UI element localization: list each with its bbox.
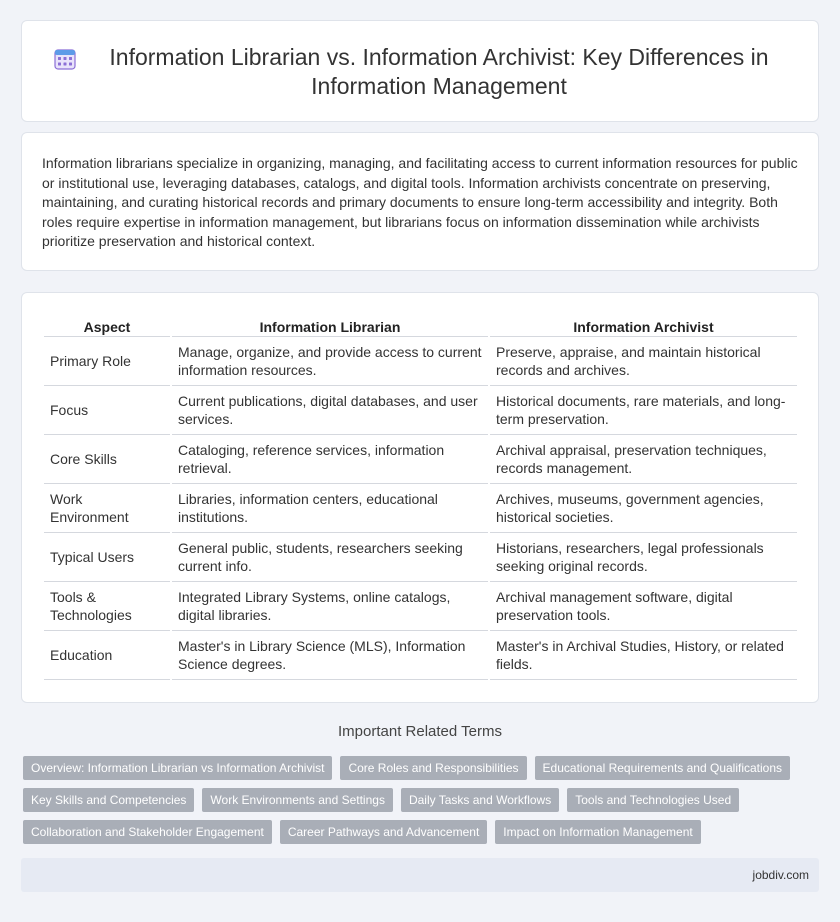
- related-tag[interactable]: Career Pathways and Advancement: [280, 820, 487, 844]
- related-tag[interactable]: Collaboration and Stakeholder Engagement: [23, 820, 272, 844]
- comparison-card: [21, 292, 819, 703]
- intro-card: [21, 132, 819, 271]
- row-aspect: Typical Users: [44, 533, 170, 582]
- related-tags: [23, 756, 803, 844]
- row-librarian: Master's in Library Science (MLS), Information Science degrees.: [172, 631, 488, 680]
- row-aspect: Work Environment: [44, 484, 170, 533]
- table-header-row: [44, 315, 797, 337]
- related-terms-title: Important Related Terms: [338, 723, 502, 740]
- row-librarian: Cataloging, reference services, information retrieval.: [172, 435, 488, 484]
- table-row: [44, 582, 797, 631]
- row-archivist: Historical documents, rare materials, and long-term preservation.: [490, 386, 797, 435]
- row-archivist: Historians, researchers, legal professionals seeking original records.: [490, 533, 797, 582]
- row-archivist: Archival appraisal, preservation techniques, records management.: [490, 435, 797, 484]
- header-aspect: Aspect: [44, 315, 170, 337]
- table-row: [44, 631, 797, 680]
- row-librarian: Libraries, information centers, educational institutions.: [172, 484, 488, 533]
- row-librarian: Integrated Library Systems, online catalogs, digital libraries.: [172, 582, 488, 631]
- row-librarian: General public, students, researchers seeking current info.: [172, 533, 488, 582]
- row-archivist: Archives, museums, government agencies, historical societies.: [490, 484, 797, 533]
- table-row: [44, 484, 797, 533]
- footer: [21, 858, 819, 892]
- row-librarian: Manage, organize, and provide access to current information resources.: [172, 337, 488, 386]
- row-aspect: Tools & Technologies: [44, 582, 170, 631]
- table-row: [44, 386, 797, 435]
- row-archivist: Archival management software, digital preservation tools.: [490, 582, 797, 631]
- related-tag[interactable]: Daily Tasks and Workflows: [401, 788, 559, 812]
- row-aspect: Education: [44, 631, 170, 680]
- related-tag[interactable]: Key Skills and Competencies: [23, 788, 194, 812]
- row-archivist: Master's in Archival Studies, History, or related fields.: [490, 631, 797, 680]
- related-tag[interactable]: Core Roles and Responsibilities: [340, 756, 526, 780]
- table-row: [44, 435, 797, 484]
- page-title: Information Librarian vs. Information Archivist: Key Differences in Information Management: [109, 44, 769, 99]
- related-tag[interactable]: Tools and Technologies Used: [567, 788, 739, 812]
- related-tag[interactable]: Educational Requirements and Qualifications: [535, 756, 790, 780]
- row-librarian: Current publications, digital databases, and user services.: [172, 386, 488, 435]
- row-aspect: Core Skills: [44, 435, 170, 484]
- title-card: [21, 20, 819, 122]
- comparison-table: [42, 315, 799, 680]
- row-archivist: Preserve, appraise, and maintain historical records and archives.: [490, 337, 797, 386]
- intro-paragraph: Information librarians specialize in organizing, managing, and facilitating access to current information resources for public or institutional use, leveraging databases, catalogs, and digital tools. Information archivists concentrate on preserving, maintaining, and curating historical records and primary documents to ensure long-term accessibility and integrity. Both roles require expertise in information management, but librarians focus on information dissemination while archivists prioritize preservation and historical context.: [42, 155, 798, 250]
- table-row: [44, 337, 797, 386]
- row-aspect: Primary Role: [44, 337, 170, 386]
- header-archivist: Information Archivist: [490, 315, 797, 337]
- row-aspect: Focus: [44, 386, 170, 435]
- related-tag[interactable]: Overview: Information Librarian vs Information Archivist: [23, 756, 332, 780]
- related-tag[interactable]: Work Environments and Settings: [202, 788, 393, 812]
- footer-site-link[interactable]: jobdiv.com: [752, 868, 809, 882]
- header-librarian: Information Librarian: [172, 315, 488, 337]
- related-tag[interactable]: Impact on Information Management: [495, 820, 700, 844]
- table-row: [44, 533, 797, 582]
